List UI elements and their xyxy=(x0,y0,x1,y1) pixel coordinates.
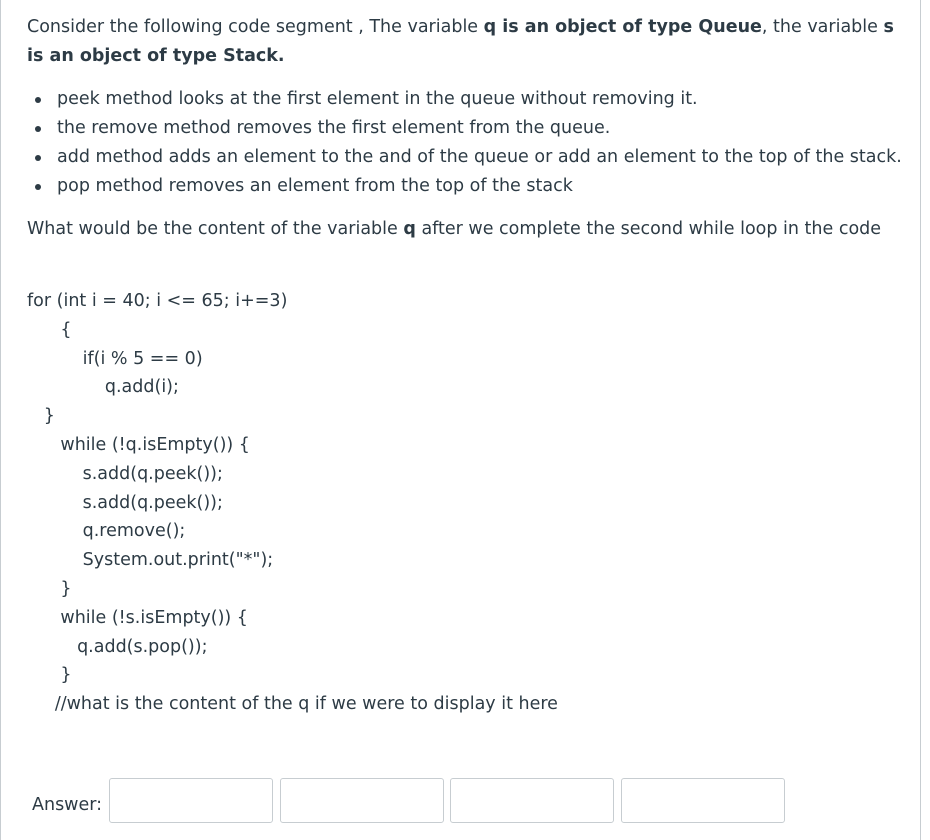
code-line: } xyxy=(27,406,55,427)
code-line: //what is the content of the q if we were to display it here xyxy=(27,694,558,715)
intro-stack-type: s is an object of type Stack. xyxy=(27,17,894,66)
code-segment xyxy=(27,287,558,719)
prompt-text-2: after we complete the second while loop in the code xyxy=(415,219,882,239)
bullet-pop: pop method removes an element from the top of the stack xyxy=(31,172,902,201)
prompt-variable: q xyxy=(403,219,416,239)
code-line: s.add(q.peek()); xyxy=(27,463,223,484)
code-line: while (!s.isEmpty()) { xyxy=(27,607,248,628)
answer-input-2[interactable] xyxy=(280,778,444,823)
question-intro xyxy=(27,13,897,71)
prompt-text-1: What would be the content of the variable xyxy=(27,219,404,239)
method-descriptions-list xyxy=(31,85,902,201)
bullet-remove: the remove method removes the first element from the queue. xyxy=(31,114,902,143)
answer-input-3[interactable] xyxy=(450,778,614,823)
bullet-peek: peek method looks at the first element in the queue without removing it. xyxy=(31,85,902,114)
code-line: s.add(q.peek()); xyxy=(27,492,223,513)
intro-text-1: Consider the following code segment , The variable xyxy=(27,17,484,37)
code-line: System.out.print("*"); xyxy=(27,550,274,571)
code-line: for (int i = 40; i <= 65; i+=3) xyxy=(27,291,288,311)
answer-label: Answer: xyxy=(32,795,103,815)
code-line: q.remove(); xyxy=(27,521,186,542)
answer-input-4[interactable] xyxy=(621,778,785,823)
code-line: } xyxy=(27,665,72,686)
code-line: q.add(s.pop()); xyxy=(27,636,208,657)
code-line: q.add(i); xyxy=(27,377,179,398)
bullet-add: add method adds an element to the and of the queue or add an element to the top of the stack. xyxy=(31,143,902,172)
intro-queue-type: q is an object of type Queue xyxy=(483,17,762,37)
answer-input-1[interactable] xyxy=(109,778,273,823)
code-line: } xyxy=(27,578,72,599)
code-line: while (!q.isEmpty()) { xyxy=(27,434,250,455)
code-line: if(i % 5 == 0) xyxy=(27,348,203,369)
code-line: { xyxy=(27,319,72,340)
question-prompt xyxy=(27,215,881,244)
intro-text-2: , the variable xyxy=(761,17,884,37)
